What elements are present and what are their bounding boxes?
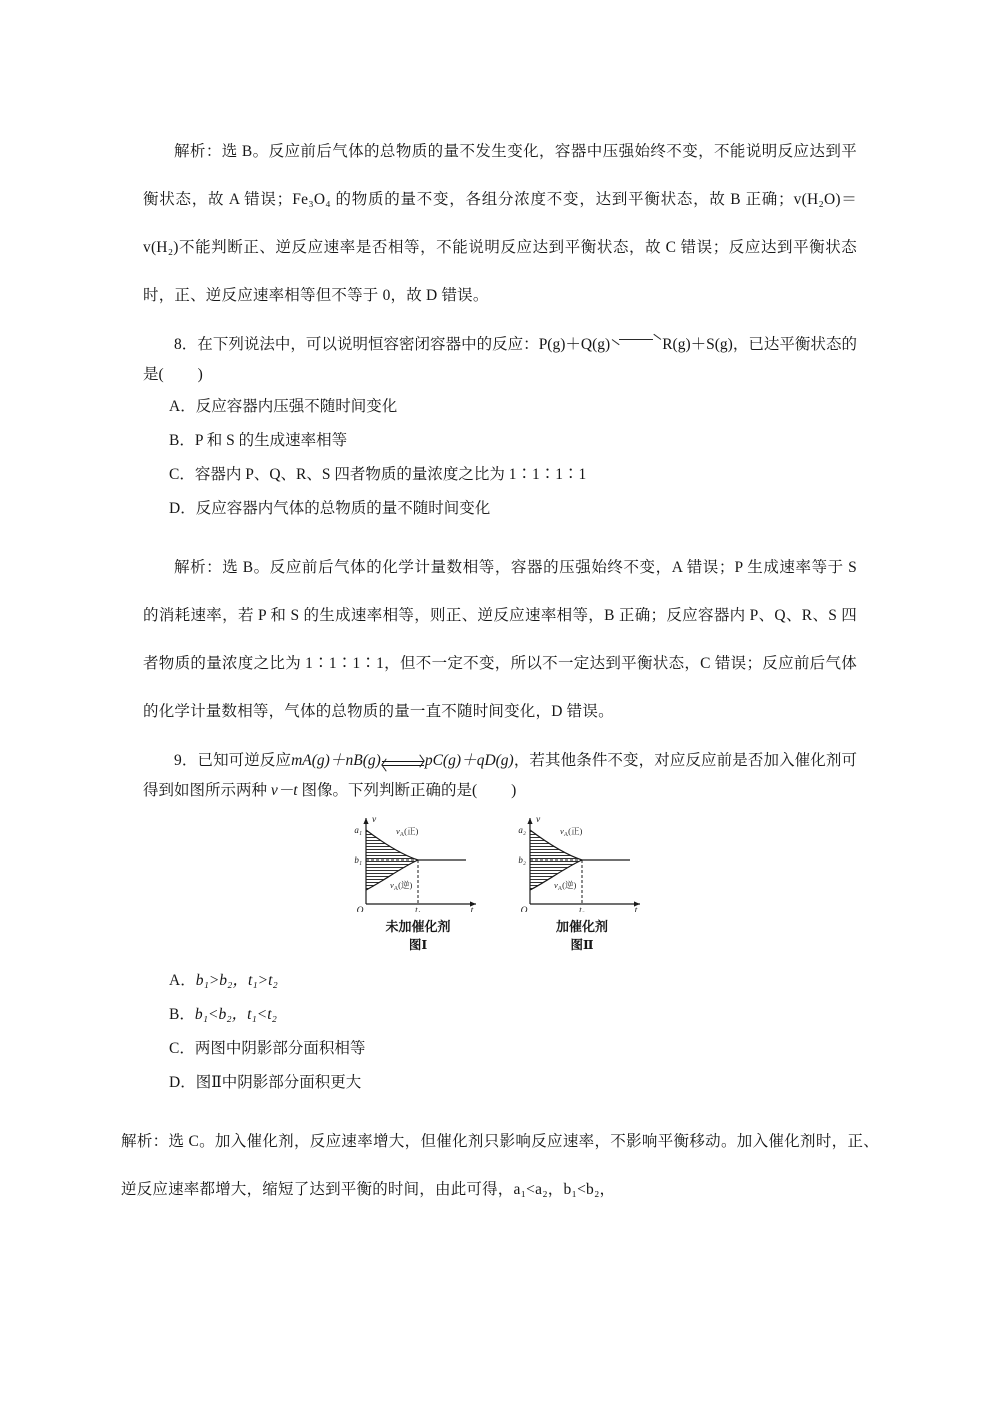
figure-panel-1	[348, 812, 488, 954]
label-a-figure-2: a₂	[518, 825, 526, 835]
question-8-stem-part1: 在下列说法中，可以说明恒容密闭容器中的反应：	[197, 336, 539, 353]
figure-1-caption-title: 未加催化剂	[385, 919, 451, 934]
y-axis-arrow-figure-1	[363, 818, 368, 824]
figure-panel-2	[512, 812, 652, 954]
label-reverse-curve-figure-1: $v_A$(逆)	[390, 880, 413, 892]
question-8-stem-part2: ，已达平衡状态的是(	[143, 336, 857, 383]
question-8-stem	[143, 330, 857, 390]
spacer	[143, 954, 857, 964]
question-9-stem-part4: )	[511, 782, 517, 799]
label-y-axis-figure-1: v	[372, 815, 377, 825]
figure-vt-charts	[143, 812, 857, 954]
question-9-axes-name: v－t	[270, 782, 298, 799]
option-letter: A．	[169, 398, 196, 415]
equilibrium-arrow-icon	[611, 338, 661, 354]
spacer	[143, 526, 857, 544]
label-b-figure-2: b₂	[518, 855, 526, 865]
solution-paragraph-8	[143, 544, 857, 736]
solution-paragraph-9	[121, 1118, 879, 1214]
question-9-option-d	[169, 1066, 857, 1100]
label-forward-curve-figure-2: $v_A$(正)	[560, 826, 583, 838]
question-8-number: 8．	[174, 336, 198, 353]
question-9-stem-part2: ，若其他条件不变，对应反应前是否加入催化剂可得到如图所示两种	[143, 752, 857, 799]
page-content	[121, 128, 879, 1214]
question-8-option-c	[169, 458, 857, 492]
option-letter: C．	[169, 466, 195, 483]
figure-2-caption-title: 加催化剂	[555, 919, 608, 934]
question-8-equation-left: P(g)＋Q(g)	[538, 336, 611, 353]
label-x-axis-figure-2: t	[634, 906, 638, 912]
chart-svg-figure-1	[348, 812, 488, 912]
label-y-axis-figure-2: v	[536, 815, 541, 825]
question-9-option-c	[169, 1032, 857, 1066]
question-9-stem	[143, 746, 857, 806]
figure-1-caption-number: 图Ⅰ	[408, 938, 428, 952]
spacer	[143, 736, 857, 746]
label-forward-curve-figure-1: $v_A$(正)	[396, 826, 419, 838]
question-9-option-a	[169, 964, 857, 998]
option-letter: C．	[169, 1040, 195, 1057]
chart-svg-figure-2	[512, 812, 652, 912]
question-9-stem-part1: 已知可逆反应	[197, 752, 292, 769]
question-8-equation-right: R(g)＋S(g)	[662, 336, 733, 353]
solution-8-text: 解析：选 B。反应前后气体的化学计量数相等，容器的压强始终不变，A 错误；P 生成速率等于 S 的消耗速率，若 P 和 S 的生成速率相等，则正、逆反应速率相等，B 正确；反应容器内 P、Q、R、S 四者物质的量浓度之比为 1∶1∶1∶1，但不一定不变，所以不一定达到平衡状态，C 错误；反应前后气体的化学计量数相等，气体的总物质的量一直不随时间变化，D 错误。	[143, 559, 857, 720]
label-reverse-curve-figure-2: $v_A$(逆)	[554, 880, 577, 892]
option-text: P 和 S 的生成速率相等	[194, 432, 348, 449]
label-a-figure-1: a₁	[354, 825, 362, 835]
label-x-axis-figure-1: t	[470, 906, 474, 912]
option-letter: B．	[169, 432, 195, 449]
option-text: 反应容器内气体的总物质的量不随时间变化	[195, 500, 491, 517]
label-t-eq-figure-1: t₁	[415, 905, 421, 912]
spacer	[143, 1100, 857, 1118]
question-8-option-a	[169, 390, 857, 424]
question-8-stem-part3: )	[197, 366, 203, 383]
y-axis-arrow-figure-2	[527, 818, 532, 824]
label-b-figure-1: b₁	[354, 855, 362, 865]
option-text: 反应容器内压强不随时间变化	[195, 398, 398, 415]
reversible-arrow-icon	[382, 754, 424, 770]
spacer	[143, 320, 857, 330]
option-text: b₁>b₂，t₁>t₂	[195, 972, 278, 989]
question-9-option-b	[169, 998, 857, 1032]
solution-7-text: 解析：选 B。反应前后气体的总物质的量不发生变化，容器中压强始终不变，不能说明反应达到平衡状态，故 A 错误；Fe₃O₄ 的物质的量不变，各组分浓度不变，达到平衡状态，故 B 正确；v(H₂O)＝v(H₂)不能判断正、逆反应速率是否相等，不能说明反应达到平衡状态，故 C 错误；反应达到平衡状态时，正、逆反应速率相等但不等于 0，故 D 错误。	[143, 143, 857, 304]
label-origin-figure-2: O	[520, 906, 528, 912]
option-text: 图Ⅱ中阴影部分面积更大	[195, 1074, 362, 1091]
option-text: 两图中阴影部分面积相等	[194, 1040, 366, 1057]
question-9-stem-part3: 图像。下列判断正确的是(	[301, 782, 478, 799]
figure-2-caption-number: 图Ⅱ	[570, 938, 594, 952]
label-origin-figure-1: O	[356, 906, 364, 912]
solution-paragraph-7	[143, 128, 857, 320]
question-9-number: 9．	[174, 752, 198, 769]
figure-panels	[348, 812, 652, 954]
option-letter: B．	[169, 1006, 195, 1023]
question-9-equation-right: pC(g)＋qD(g)	[424, 752, 514, 769]
solution-9-text: 解析：选 C。加入催化剂，反应速率增大，但催化剂只影响反应速率，不影响平衡移动。加入催化剂时，正、逆反应速率都增大，缩短了达到平衡的时间，由此可得，a₁<a₂，b₁<b₂，	[121, 1133, 879, 1198]
label-t-eq-figure-2: t₂	[579, 905, 585, 912]
option-text: b₁<b₂，t₁<t₂	[194, 1006, 277, 1023]
question-8-option-d	[169, 492, 857, 526]
option-letter: A．	[169, 972, 196, 989]
option-letter: D．	[169, 500, 196, 517]
question-9-equation-left: mA(g)＋nB(g)	[291, 752, 381, 769]
question-8-option-b	[169, 424, 857, 458]
option-letter: D．	[169, 1074, 196, 1091]
option-text: 容器内 P、Q、R、S 四者物质的量浓度之比为 1∶1∶1∶1	[194, 466, 587, 483]
question-9-equation	[291, 752, 514, 769]
question-8-equation	[539, 336, 733, 353]
